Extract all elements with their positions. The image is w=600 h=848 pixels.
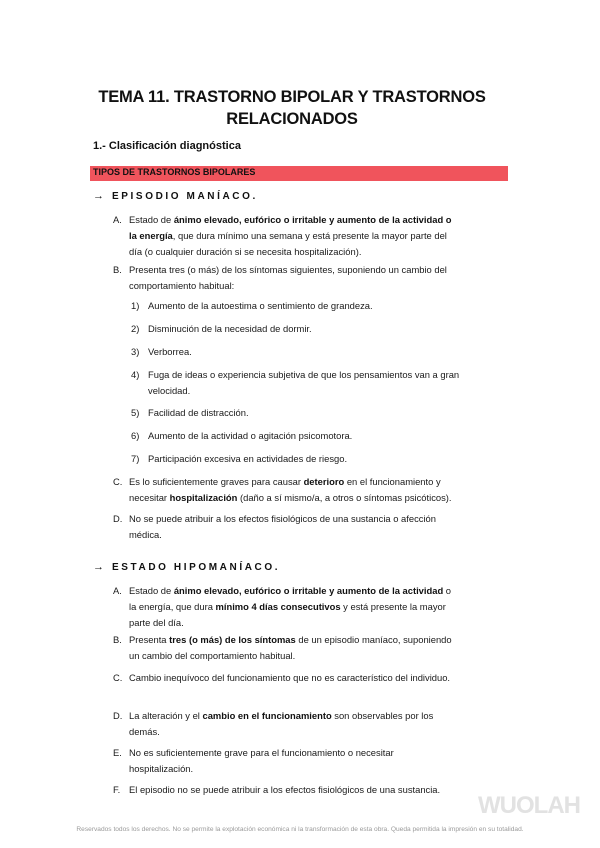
symptom-item: 2) Disminución de la necesidad de dormir. xyxy=(131,323,312,334)
page-title xyxy=(92,86,492,130)
item-text: Cambio inequívoco del funcionamiento que no es característico del individuo. xyxy=(129,672,451,683)
list-item-hipomaniaco-b xyxy=(113,632,458,664)
list-item-maniaco-a xyxy=(113,212,458,260)
item-label: A. xyxy=(113,214,122,225)
item-text: La alteración y el cambio en el funcionamiento son observables por los demás. xyxy=(129,710,434,737)
item-text: Presenta tres (o más) de los síntomas de un episodio maníaco, suponiendo un cambio del comportamiento habitual. xyxy=(129,634,452,661)
item-text: Estado de ánimo elevado, eufórico o irritable y aumento de la actividad o la energía, que dura mínimo una semana y está presente la mayor parte del día (o cualquier duración si se necesita hospitalización). xyxy=(129,214,452,257)
list-item-maniaco-c xyxy=(113,474,458,506)
item-text: No se puede atribuir a los efectos fisiológicos de una sustancia o afección médica. xyxy=(129,513,436,540)
symptom-item: 5) Facilidad de distracción. xyxy=(131,407,249,418)
wuolah-watermark-logo: WUOLAH xyxy=(478,792,580,819)
symptom-item: 1) Aumento de la autoestima o sentimiento de grandeza. xyxy=(131,300,373,311)
arrow-right-icon: → xyxy=(93,190,104,202)
item-label: D. xyxy=(113,513,123,524)
section-heading: 1.- Clasificación diagnóstica xyxy=(93,140,241,152)
item-label: E. xyxy=(113,747,122,758)
list-item-maniaco-d xyxy=(113,511,458,543)
banner-label: TIPOS DE TRASTORNOS BIPOLARES xyxy=(93,167,256,177)
list-item-maniaco-b xyxy=(113,262,458,294)
item-label: B. xyxy=(113,264,122,275)
item-text: Estado de ánimo elevado, eufórico o irritable y aumento de la actividad o la energía, que dura mínimo 4 días consecutivos y está presente la mayor parte del día. xyxy=(129,585,451,628)
title-line-1: TEMA 11. TRASTORNO BIPOLAR Y TRASTORNOS xyxy=(98,88,486,106)
symptom-item: 7) Participación excesiva en actividades de riesgo. xyxy=(131,453,348,464)
list-item-hipomaniaco-a xyxy=(113,583,458,631)
symptom-item: 3) Verborrea. xyxy=(131,346,192,357)
item-label: F. xyxy=(113,784,121,795)
item-text: No es suficientemente grave para el funcionamiento o necesitar hospitalización. xyxy=(129,747,394,774)
list-item-hipomaniaco-f xyxy=(113,782,458,798)
item-label: D. xyxy=(113,710,123,721)
item-label: C. xyxy=(113,672,123,683)
footer-copyright: Reservados todos los derechos. No se permite la explotación económica ni la transformación de esta obra. Queda permitida la impresión en su totalidad. xyxy=(76,826,524,833)
item-label: A. xyxy=(113,585,122,596)
item-label: B. xyxy=(113,634,122,645)
list-item-hipomaniaco-d xyxy=(113,708,458,740)
item-text: El episodio no se puede atribuir a los efectos fisiológicos de una sustancia. xyxy=(129,784,441,795)
item-text: Presenta tres (o más) de los síntomas siguientes, suponiendo un cambio del comportamiento habitual: xyxy=(129,264,447,291)
list-item-hipomaniaco-e xyxy=(113,745,458,777)
list-item-hipomaniaco-c xyxy=(113,670,458,686)
heading-text: EPISODIO MANÍACO. xyxy=(112,191,258,202)
heading-estado-hipomaniaco xyxy=(93,561,280,573)
heading-episodio-maniaco xyxy=(93,190,258,202)
item-label: C. xyxy=(113,476,123,487)
item-text: Es lo suficientemente graves para causar deterioro en el funcionamiento y necesitar hospitalización (daño a sí mismo/a, a otros o síntomas psicóticos). xyxy=(129,476,452,503)
symptom-item: 4) Fuga de ideas o experiencia subjetiva de que los pensamientos van a gran velocidad. xyxy=(131,369,460,396)
section-banner xyxy=(90,166,508,181)
symptom-item: 6) Aumento de la actividad o agitación psicomotora. xyxy=(131,430,353,441)
title-line-2: RELACIONADOS xyxy=(226,110,358,128)
arrow-right-icon: → xyxy=(93,561,104,573)
heading-text: ESTADO HIPOMANÍACO. xyxy=(112,562,281,573)
